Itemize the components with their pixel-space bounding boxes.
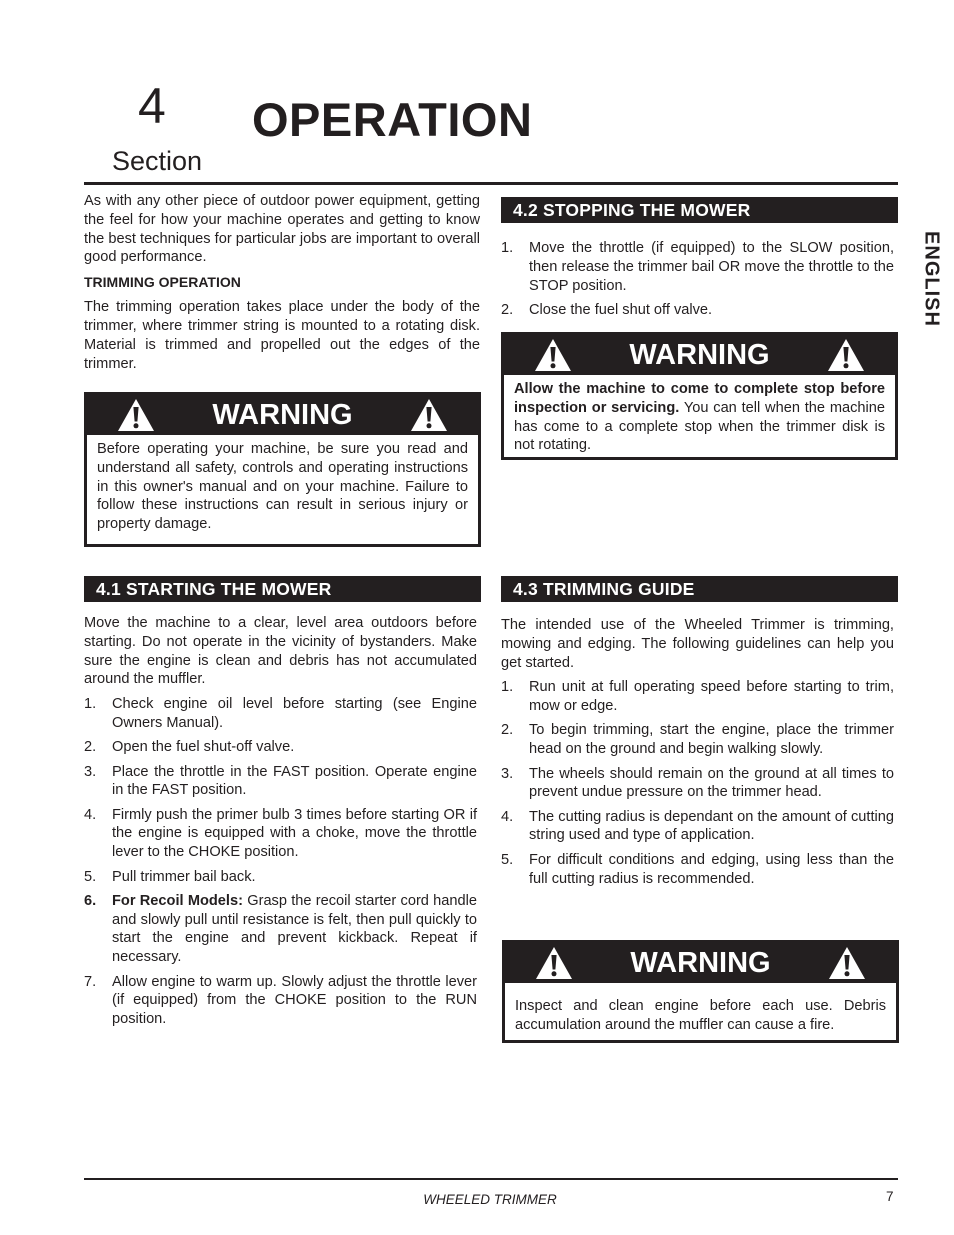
warning-box-operation — [84, 392, 481, 547]
list-item: 2. To begin trimming, start the engine, place the trimmer head on the ground and begin walking slowly. — [501, 722, 894, 758]
starting-steps — [84, 695, 477, 1029]
list-item: 5. Pull trimmer bail back. — [84, 868, 256, 885]
list-item: 1. Check engine oil level before starting (see Engine Owners Manual). — [84, 696, 477, 731]
trimming-guide-steps — [501, 678, 894, 888]
section-number: 4 — [138, 78, 166, 134]
warning-title: WARNING — [630, 947, 771, 979]
list-item: 7. Allow engine to warm up. Slowly adjust the throttle lever (if equipped) from the CHOKE position to the RUN position. — [84, 973, 477, 1028]
list-item: 2. Close the fuel shut off valve. — [501, 301, 713, 318]
warning-text: Allow the machine to come to complete stop before inspection or servicing. You can tell when the machine has come to a complete stop when the trimmer disk is not rotating. — [514, 381, 885, 454]
intro-block — [84, 192, 480, 373]
trimming-guide-block — [501, 616, 894, 894]
list-item: 2. Open the fuel shut-off valve. — [84, 739, 295, 756]
warning-box-fire — [502, 940, 899, 1043]
warning-text: Inspect and clean engine before each use. Debris accumulation around the muffler can cause a fire. — [515, 998, 886, 1033]
footer-title: WHEELED TRIMMER — [423, 1192, 557, 1207]
warning-triangle-icon — [410, 398, 448, 432]
warning-title: WARNING — [212, 399, 353, 431]
starting-intro: Move the machine to a clear, level area outdoors before starting. Do not operate in the vicinity of bystanders. Make sure the engine is clean and debris has not accumulated around the muffler. — [84, 615, 477, 688]
header-rule — [84, 182, 898, 185]
section-label: Section — [112, 146, 203, 176]
list-item: 4. Firmly push the primer bulb 3 times before starting OR if the engine is equipped with a choke, move the throttle lever to the CHOKE position. — [84, 806, 477, 861]
list-item: 3. Place the throttle in the FAST position. Operate engine in the FAST position. — [84, 763, 477, 799]
language-tab-label: ENGLISH — [920, 231, 943, 327]
list-item: 4. The cutting radius is dependant on the amount of cutting string used and type of application. — [501, 808, 894, 844]
warning-text: Before operating your machine, be sure you read and understand all safety, controls and operating instructions in this owner's manual and on your machine. Failure to follow these instructions can result in serious injury or property damage. — [97, 441, 468, 533]
warning-header — [87, 395, 478, 435]
list-item: 1. Run unit at full operating speed before starting to trim, mow or edge. — [501, 679, 894, 715]
list-item: 6. For Recoil Models: Grasp the recoil starter cord handle and slowly pull until resistance is felt, then pull quickly to start the engine and prevent kickback. Repeat if necessary. — [84, 892, 478, 966]
section-heading-stopping: 4.2 STOPPING THE MOWER — [501, 197, 898, 223]
stopping-block — [501, 239, 894, 325]
section-heading-starting: 4.1 STARTING THE MOWER — [84, 576, 481, 602]
stopping-steps — [501, 239, 894, 320]
list-item: 5. For difficult conditions and edging, using less than the full cutting radius is recommended. — [501, 851, 894, 887]
warning-text-bold: Allow the machine to come to complete stop before inspection or servicing. — [514, 381, 885, 416]
warning-header — [505, 943, 896, 983]
warning-triangle-icon — [828, 946, 866, 980]
section-heading-trimming-guide: 4.3 TRIMMING GUIDE — [501, 576, 898, 602]
page-number: 7 — [886, 1189, 894, 1204]
warning-title: WARNING — [629, 339, 770, 371]
list-item: 3. The wheels should remain on the ground at all times to prevent undue pressure on the trimmer head. — [501, 765, 894, 801]
trimming-subheading: TRIMMING OPERATION — [84, 274, 241, 291]
language-tab — [908, 224, 954, 334]
trimming-guide-intro: The intended use of the Wheeled Trimmer is trimming, mowing and edging. The following guidelines can help you get started. — [501, 617, 894, 671]
warning-box-stopping — [501, 332, 898, 460]
starting-block — [84, 614, 477, 1034]
list-item: 1. Move the throttle (if equipped) to the SLOW position, then release the trimmer bail OR move the throttle to the STOP position. — [501, 240, 894, 294]
footer-rule — [84, 1178, 898, 1180]
section-title: OPERATION — [252, 93, 533, 146]
warning-triangle-icon — [827, 338, 865, 372]
trimming-paragraph: The trimming operation takes place under the body of the trimmer, where trimmer string is mounted to a rotating disk. Material is trimmed and propelled out the edges of the trimmer. — [84, 299, 480, 372]
intro-paragraph: As with any other piece of outdoor power equipment, getting the feel for how your machine operates and getting to know the best techniques for particular jobs are important to overall good performance. — [84, 193, 480, 266]
warning-header — [504, 335, 895, 375]
